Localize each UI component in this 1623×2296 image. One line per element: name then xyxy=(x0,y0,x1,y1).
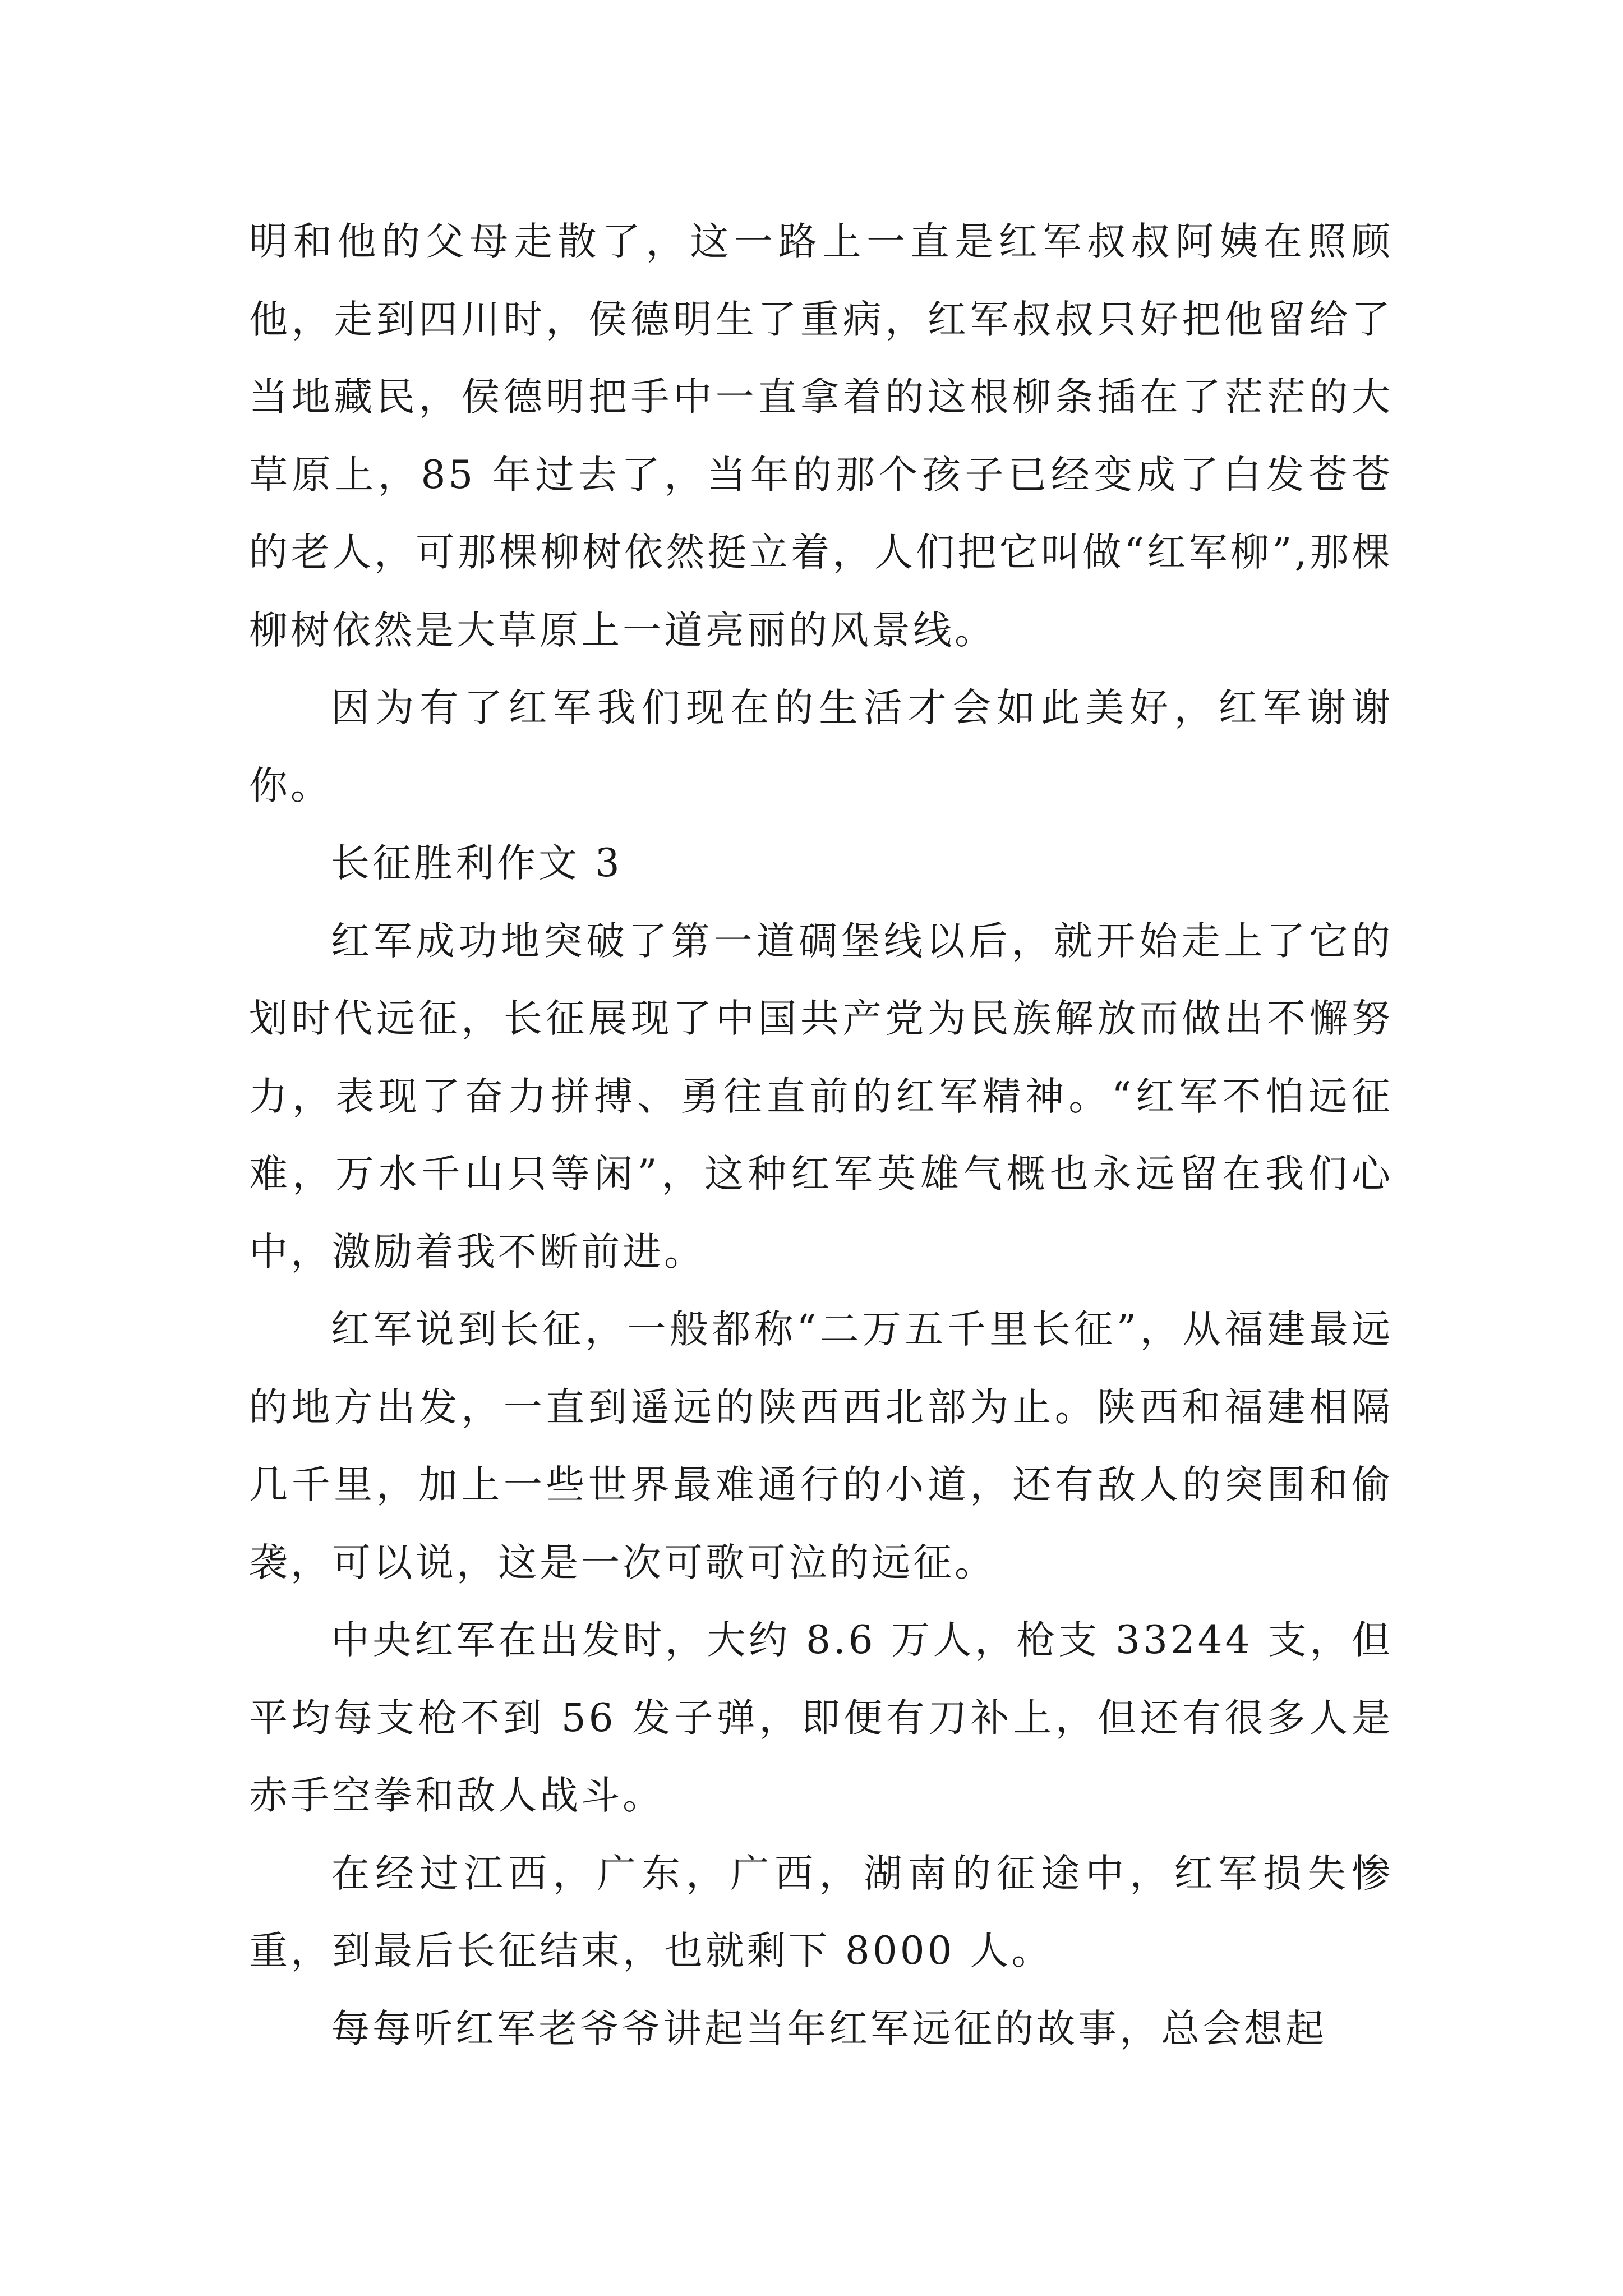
body-text xyxy=(249,203,1393,2068)
paragraph: 红军成功地突破了第一道碉堡线以后，就开始走上了它的划时代远征，长征展现了中国共产党为民族解放而做出不懈努力，表现了奋力拼搏、勇往直前的红军精神。“红军不怕远征难，万水千山只等闲”，这种红军英雄气概也永远留在我们心中，激励着我不断前进。 xyxy=(249,918,1393,1274)
paragraph: 在经过江西，广东，广西，湖南的征途中，红军损失惨重，到最后长征结束，也就剩下 8000 人。 xyxy=(249,1851,1393,1973)
paragraph: 明和他的父母走散了，这一路上一直是红军叔叔阿姨在照顾他，走到四川时，侯德明生了重病，红军叔叔只好把他留给了当地藏民，侯德明把手中一直拿着的这根柳条插在了茫茫的大草原上，85 年过去了，当年的那个孩子已经变成了白发苍苍的老人，可那棵柳树依然挺立着，人们把它叫做“红军柳”,那棵柳树依然是大草原上一道亮丽的风景线。 xyxy=(249,219,1393,653)
section-heading: 长征胜利作文 3 xyxy=(331,841,623,886)
paragraph: 中央红军在出发时，大约 8.6 万人，枪支 33244 支，但平均每支枪不到 56 发子弹，即便有刀补上，但还有很多人是赤手空拳和敌人战斗。 xyxy=(249,1618,1393,1818)
paragraph: 每每听红军老爷爷讲起当年红军远征的故事，总会想起 xyxy=(331,2006,1327,2051)
paragraph: 因为有了红军我们现在的生活才会如此美好，红军谢谢你。 xyxy=(249,685,1393,808)
paragraph: 红军说到长征，一般都称“二万五千里长征”，从福建最远的地方出发，一直到遥远的陕西西北部为止。陕西和福建相隔几千里，加上一些世界最难通行的小道，还有敌人的突围和偷袭，可以说，这是一次可歌可泣的远征。 xyxy=(249,1307,1393,1585)
